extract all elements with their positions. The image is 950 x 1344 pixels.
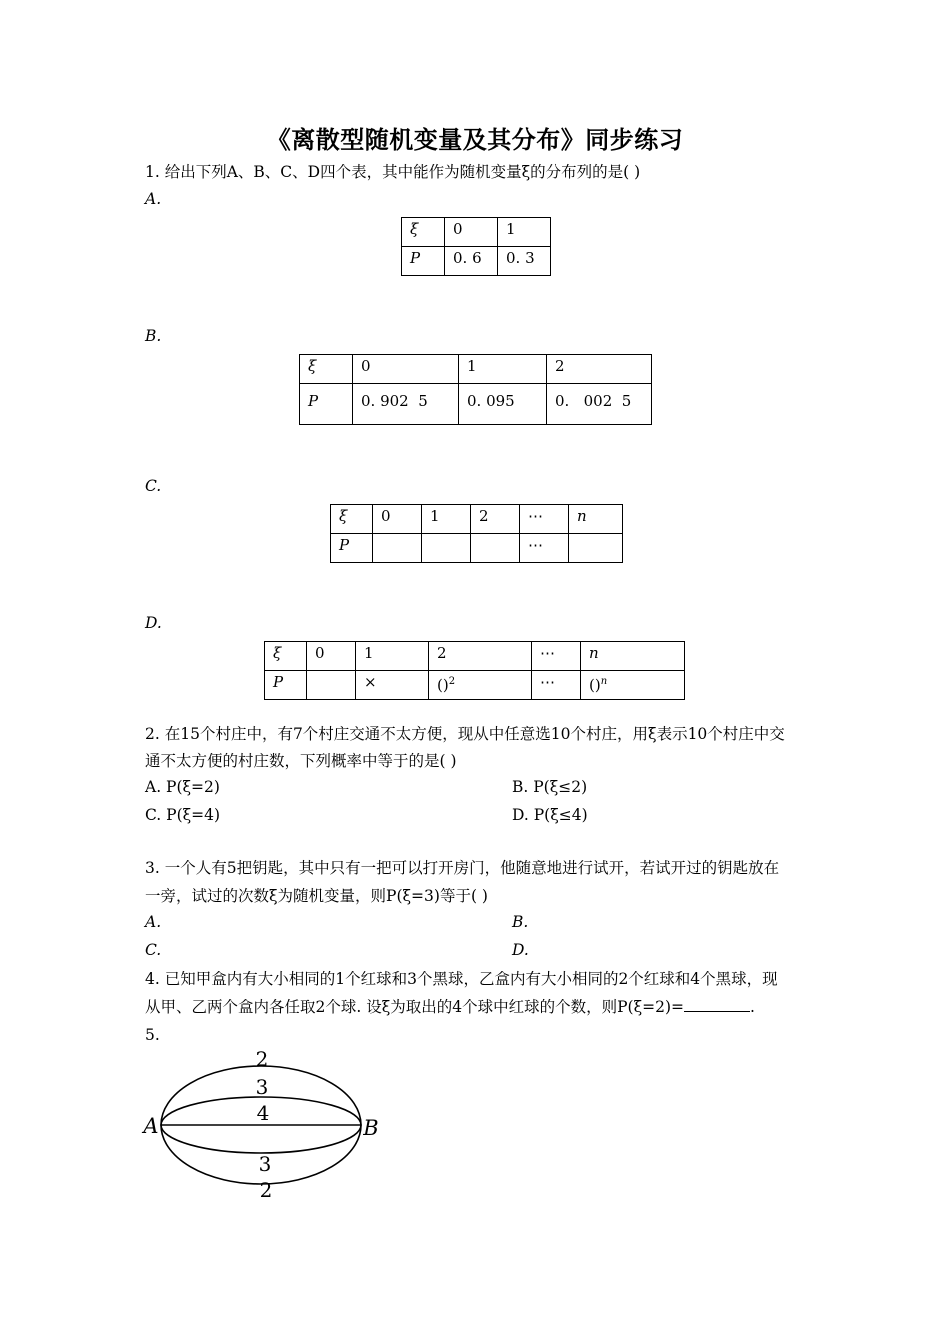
option-a-label: A.	[145, 190, 162, 208]
option-b-label: B.	[145, 327, 162, 345]
table-a-header-cell: ξ	[402, 218, 445, 247]
table-b-cell: 0. 002 5	[547, 384, 652, 425]
point-a-label: A	[143, 1114, 159, 1138]
label-top-outer: 2	[255, 1047, 269, 1071]
table-c-header-cell: n	[569, 505, 623, 534]
table-b-header-cell: 2	[547, 355, 652, 384]
page-title: 《离散型随机变量及其分布》同步练习	[266, 125, 684, 154]
table-b-header-cell: 0	[353, 355, 459, 384]
table-b-header-cell: ξ	[300, 355, 353, 384]
question-3-option-c: C.	[145, 941, 162, 959]
table-b-cell: 0. 095	[459, 384, 547, 425]
table-d-cell: ×	[356, 671, 429, 700]
label-bottom-outer: 2	[259, 1178, 273, 1202]
question-1-text: 1. 给出下列A、B、C、D四个表，其中能作为随机变量ξ的分布列的是( )	[145, 163, 641, 181]
table-c-cell	[471, 534, 520, 563]
table-d-cell	[581, 671, 685, 700]
table-c-header-cell: ξ	[331, 505, 373, 534]
question-3-line-1: 3. 一个人有5把钥匙，其中只有一把可以打开房门，他随意地进行试开，若试开过的钥匙放在	[145, 859, 780, 877]
label-top-inner: 3	[255, 1075, 269, 1099]
table-a	[401, 217, 551, 276]
answer-blank	[684, 997, 750, 1012]
table-d-cell: P	[265, 671, 307, 700]
table-d-header-cell: 2	[429, 642, 532, 671]
question-4-line-2	[145, 997, 755, 1017]
option-c-label: C.	[145, 477, 162, 495]
option-d-label: D.	[145, 614, 162, 632]
table-c-cell	[569, 534, 623, 563]
table-d-header-cell: 0	[307, 642, 356, 671]
table-d-header-cell: ξ	[265, 642, 307, 671]
table-b-header-cell: 1	[459, 355, 547, 384]
table-a-cell: 0. 3	[498, 247, 551, 276]
table-b	[299, 354, 652, 425]
point-b-label: B	[363, 1116, 379, 1140]
question-2-option-b: B. P(ξ≤2)	[512, 778, 588, 796]
table-c-cell: P	[331, 534, 373, 563]
table-b-cell: 0. 902 5	[353, 384, 459, 425]
table-c-cell	[422, 534, 471, 563]
table-a-header-cell: 0	[445, 218, 498, 247]
table-c-cell	[373, 534, 422, 563]
exponent-2: 2	[448, 676, 456, 687]
table-c	[330, 504, 623, 563]
label-middle: 4	[256, 1101, 270, 1125]
table-a-header-cell: 1	[498, 218, 551, 247]
table-d-cell	[307, 671, 356, 700]
question-3-option-b: B.	[512, 913, 529, 931]
table-c-header-cell: 1	[422, 505, 471, 534]
question-2-option-c: C. P(ξ=4)	[145, 806, 221, 824]
question-4-end: .	[750, 998, 755, 1016]
table-d-cell	[429, 671, 532, 700]
question-2-option-a: A. P(ξ=2)	[145, 778, 220, 796]
table-a-cell: 0. 6	[445, 247, 498, 276]
table-d-header-cell: ⋯	[532, 642, 581, 671]
table-c-header-cell: 0	[373, 505, 422, 534]
question-3-option-a: A.	[145, 913, 162, 931]
question-2-line-1: 2. 在15个村庄中，有7个村庄交通不太方便，现从中任意选10个村庄，用ξ表示10个村庄中交	[145, 725, 785, 743]
table-d-header-cell: n	[581, 642, 685, 671]
table-a-cell: P	[402, 247, 445, 276]
exponent-n: n	[600, 676, 608, 687]
question-2-option-d: D. P(ξ≤4)	[512, 806, 588, 824]
table-d-paren: ()	[589, 676, 601, 694]
table-d-paren: ()	[437, 676, 449, 694]
table-c-header-cell: ⋯	[520, 505, 569, 534]
label-bottom-inner: 3	[258, 1152, 272, 1176]
table-d-cell: ⋯	[532, 671, 581, 700]
table-c-cell: ⋯	[520, 534, 569, 563]
question-4-line-1: 4. 已知甲盒内有大小相同的1个红球和3个黑球，乙盒内有大小相同的2个红球和4个黑球，现	[145, 970, 778, 988]
table-b-cell: P	[300, 384, 353, 425]
table-c-header-cell: 2	[471, 505, 520, 534]
question-2-line-2: 通不太方便的村庄数，下列概率中等于的是( )	[145, 752, 457, 770]
question-3-line-2: 一旁，试过的次数ξ为随机变量，则P(ξ=3)等于( )	[145, 887, 488, 905]
question-4-text: 从甲、乙两个盒内各任取2个球. 设ξ为取出的4个球中红球的个数，则P(ξ=2)=	[145, 998, 685, 1016]
question-3-option-d: D.	[512, 941, 529, 959]
table-d-header-cell: 1	[356, 642, 429, 671]
question-5-label: 5.	[145, 1026, 160, 1044]
network-figure	[140, 1045, 390, 1205]
table-d	[264, 641, 685, 700]
